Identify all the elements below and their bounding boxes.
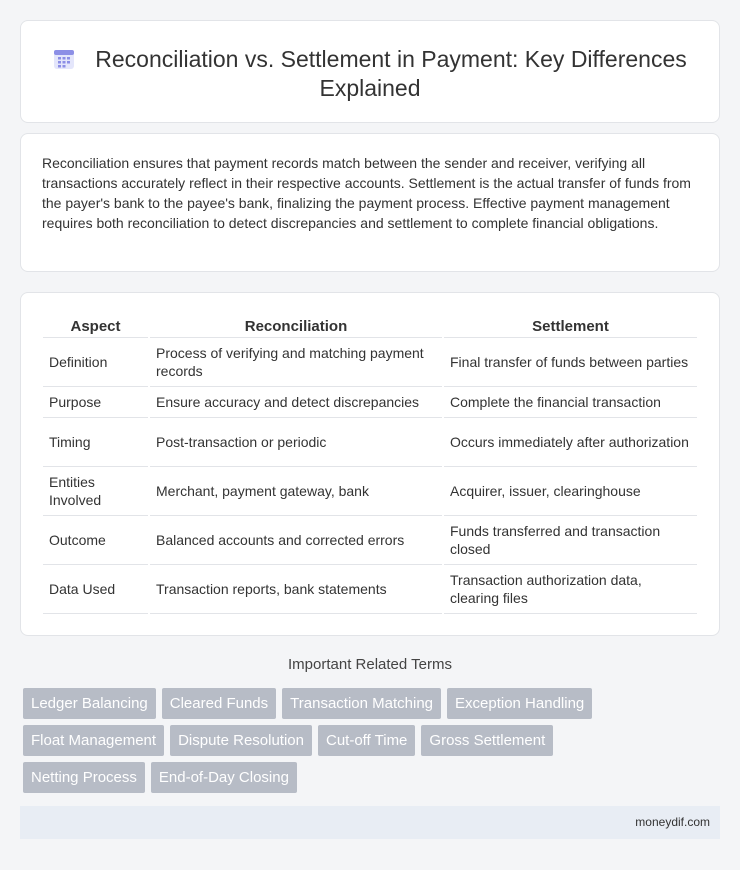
- title-card: [20, 20, 720, 123]
- table-row: [43, 418, 697, 467]
- related-terms-title: Important Related Terms: [288, 656, 452, 673]
- tag-end-of-day-closing[interactable]: End-of-Day Closing: [151, 762, 297, 793]
- reconciliation-cell: Balanced accounts and corrected errors: [150, 516, 442, 565]
- settlement-cell: Acquirer, issuer, clearinghouse: [444, 467, 697, 516]
- tag-transaction-matching[interactable]: Transaction Matching: [282, 688, 441, 719]
- aspect-cell: Definition: [43, 338, 148, 387]
- tag-cut-off-time[interactable]: Cut-off Time: [318, 725, 415, 756]
- reconciliation-cell: Transaction reports, bank statements: [150, 565, 442, 614]
- table-row: [43, 338, 697, 387]
- tag-row: [23, 762, 623, 793]
- aspect-cell: Entities Involved: [43, 467, 148, 516]
- reconciliation-cell: Process of verifying and matching payment records: [150, 338, 442, 387]
- page-title: Reconciliation vs. Settlement in Payment: Key Differences Explained: [95, 46, 687, 101]
- settlement-cell: Funds transferred and transaction closed: [444, 516, 697, 565]
- header-reconciliation: Reconciliation: [150, 315, 442, 338]
- reconciliation-cell: Ensure accuracy and detect discrepancies: [150, 387, 442, 418]
- table-header-row: [43, 315, 697, 338]
- settlement-cell: Occurs immediately after authorization: [444, 418, 697, 467]
- aspect-cell: Data Used: [43, 565, 148, 614]
- tag-row: [23, 688, 623, 719]
- table-row: [43, 467, 697, 516]
- tag-ledger-balancing[interactable]: Ledger Balancing: [23, 688, 156, 719]
- tag-row: [23, 725, 623, 756]
- header-aspect: Aspect: [43, 315, 148, 338]
- settlement-cell: Transaction authorization data, clearing files: [444, 565, 697, 614]
- comparison-table: [41, 315, 699, 614]
- tag-gross-settlement[interactable]: Gross Settlement: [421, 725, 553, 756]
- intro-text: Reconciliation ensures that payment records match between the sender and receiver, verifying all transactions accurately reflect in their respective accounts. Settlement is the actual transfer of funds from the payer's bank to the payee's bank, finalizing the payment process. Effective payment management requires both reconciliation to detect discrepancies and settlement to complete financial obligations.: [42, 155, 691, 231]
- aspect-cell: Purpose: [43, 387, 148, 418]
- reconciliation-cell: Merchant, payment gateway, bank: [150, 467, 442, 516]
- table-row: [43, 516, 697, 565]
- footer: [20, 806, 720, 839]
- aspect-cell: Outcome: [43, 516, 148, 565]
- calendar-icon: [53, 48, 75, 70]
- tag-netting-process[interactable]: Netting Process: [23, 762, 145, 793]
- related-terms-list: [23, 688, 623, 799]
- tag-exception-handling[interactable]: Exception Handling: [447, 688, 592, 719]
- reconciliation-cell: Post-transaction or periodic: [150, 418, 442, 467]
- comparison-table-card: [20, 292, 720, 636]
- settlement-cell: Final transfer of funds between parties: [444, 338, 697, 387]
- aspect-cell: Timing: [43, 418, 148, 467]
- intro-card: [20, 133, 720, 272]
- tag-dispute-resolution[interactable]: Dispute Resolution: [170, 725, 312, 756]
- tag-cleared-funds[interactable]: Cleared Funds: [162, 688, 276, 719]
- page-title-block: [21, 45, 719, 103]
- settlement-cell: Complete the financial transaction: [444, 387, 697, 418]
- header-settlement: Settlement: [444, 315, 697, 338]
- tag-float-management[interactable]: Float Management: [23, 725, 164, 756]
- table-row: [43, 565, 697, 614]
- footer-site[interactable]: moneydif.com: [635, 815, 710, 829]
- table-row: [43, 387, 697, 418]
